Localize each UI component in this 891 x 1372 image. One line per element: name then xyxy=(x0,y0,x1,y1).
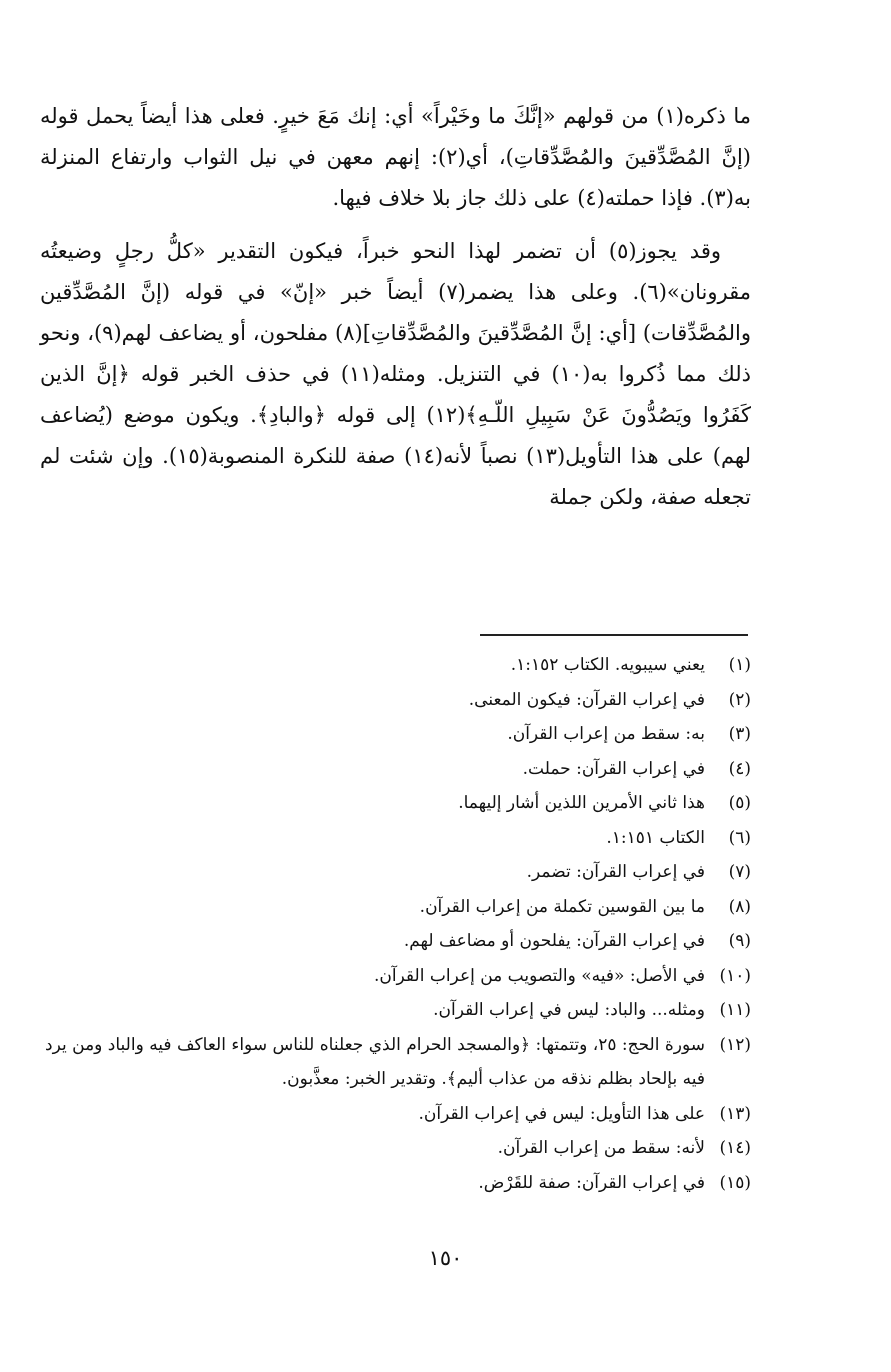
footnote-number: (٤) xyxy=(728,758,751,779)
footnote xyxy=(40,890,751,925)
footnote-number: (١١) xyxy=(719,1000,751,1020)
footnote xyxy=(40,717,751,752)
footnote-number: (٥) xyxy=(728,793,751,813)
footnote-text: في إعراب القرآن: صفة للقَرْض. xyxy=(478,1172,705,1193)
footnote xyxy=(40,752,751,787)
footnote-text: يعني سيبويه. الكتاب ١:١٥٢. xyxy=(510,655,705,675)
footnote-number: (١٥) xyxy=(719,1172,751,1193)
footnote-number: (٧) xyxy=(728,862,751,882)
footnote-text: سورة الحج: ٢٥، وتتمتها: ﴿والمسجد الحرام الذي جعلناه للناس سواء العاكف فيه والباد ومن يرد فيه بإلحاد بظلم نذقه من عذاب أليم﴾. وتقدير الخبر: معذَّبون. xyxy=(45,1034,705,1089)
footnote xyxy=(40,821,751,856)
footnotes-list xyxy=(40,648,751,1200)
footnote-text: هذا ثاني الأمرين اللذين أشار إليهما. xyxy=(458,793,705,813)
footnote-text: ما بين القوسين تكملة من إعراب القرآن. xyxy=(419,896,705,917)
footnote-separator xyxy=(480,634,748,636)
footnote-number: (٢) xyxy=(728,689,751,710)
footnote xyxy=(40,924,751,959)
footnote xyxy=(40,1131,751,1166)
footnote-text: الكتاب ١:١٥١. xyxy=(606,827,705,848)
paragraph: ما ذكره(١) من قولهم «إنَّكَ ما وخَيْراً» أي: إنك مَعَ خيرٍ. فعلى هذا أيضاً يحمل قوله (إنَّ المُصَّدِّقينَ والمُصَّدِّقاتِ)، أي(٢): إنهم معهن في نيل الثواب وارتفاع المنزلة به(٣). فإذا حملته(٤) على ذلك جاز بلا خلاف فيها. xyxy=(40,104,751,210)
footnote-text: ومثله... والباد: ليس في إعراب القرآن. xyxy=(433,1000,705,1020)
footnote-number: (٣) xyxy=(728,724,751,744)
page-number: ١٥٠ xyxy=(428,1246,463,1270)
footnote-number: (٦) xyxy=(728,827,751,848)
footnote-text: في إعراب القرآن: تضمر. xyxy=(526,862,705,882)
footnote-text: لأنه: سقط من إعراب القرآن. xyxy=(497,1138,705,1158)
footnote xyxy=(40,993,751,1028)
footnote-text: في الأصل: «فيه» والتصويب من إعراب القرآن. xyxy=(373,965,705,986)
footnote-text: به: سقط من إعراب القرآن. xyxy=(507,724,705,744)
footnote-number: (١) xyxy=(728,655,751,675)
footnote xyxy=(40,1097,751,1132)
footnote-text: في إعراب القرآن: يفلحون أو مضاعف لهم. xyxy=(403,931,705,951)
footnote xyxy=(40,786,751,821)
footnote xyxy=(40,959,751,994)
footnote-text: في إعراب القرآن: فيكون المعنى. xyxy=(468,689,705,710)
footnote-text: في إعراب القرآن: حملت. xyxy=(522,758,705,779)
footnote-number: (١٢) xyxy=(719,1034,751,1055)
footnote xyxy=(40,683,751,718)
footnote xyxy=(40,855,751,890)
paragraph: وقد يجوز(٥) أن تضمر لهذا النحو خبراً، فيكون التقدير «كلُّ رجلٍ وضيعتُه مقرونان»(٦). وعلى هذا يضمر(٧) أيضاً خبر «إنّ» في قوله (إنَّ المُصَّدِّقين والمُصَّدِّقات) [أي: إنَّ المُصَّدِّقينَ والمُصَّدِّقاتِ](٨) مفلحون، أو يضاعف لهم(٩)، ونحو ذلك مما ذُكروا به(١٠) في التنزيل. ومثله(١١) في حذف الخبر قوله ﴿إنَّ الذين كَفَرُوا ويَصُدُّونَ عَنْ سَبِيلِ اللّـهِ﴾(١٢) إلى قوله ﴿والبادِ﴾. ويكون موضع (يُضاعف لهم) على هذا التأويل(١٣) نصباً لأنه(١٤) صفة للنكرة المنصوبة(١٥). وإن شئت لم تجعله صفة، ولكن جملة xyxy=(40,239,752,509)
footnote-number: (١٤) xyxy=(719,1138,751,1158)
footnote-text: على هذا التأويل: ليس في إعراب القرآن. xyxy=(418,1103,705,1124)
footnote-number: (٩) xyxy=(728,931,751,951)
footnote xyxy=(40,648,751,683)
main-text xyxy=(40,96,751,518)
footnote-number: (١٣) xyxy=(719,1103,751,1124)
footnote xyxy=(40,1166,751,1201)
footnote-number: (٨) xyxy=(728,896,751,917)
footnote-number: (١٠) xyxy=(719,965,751,986)
footnote xyxy=(40,1028,751,1097)
